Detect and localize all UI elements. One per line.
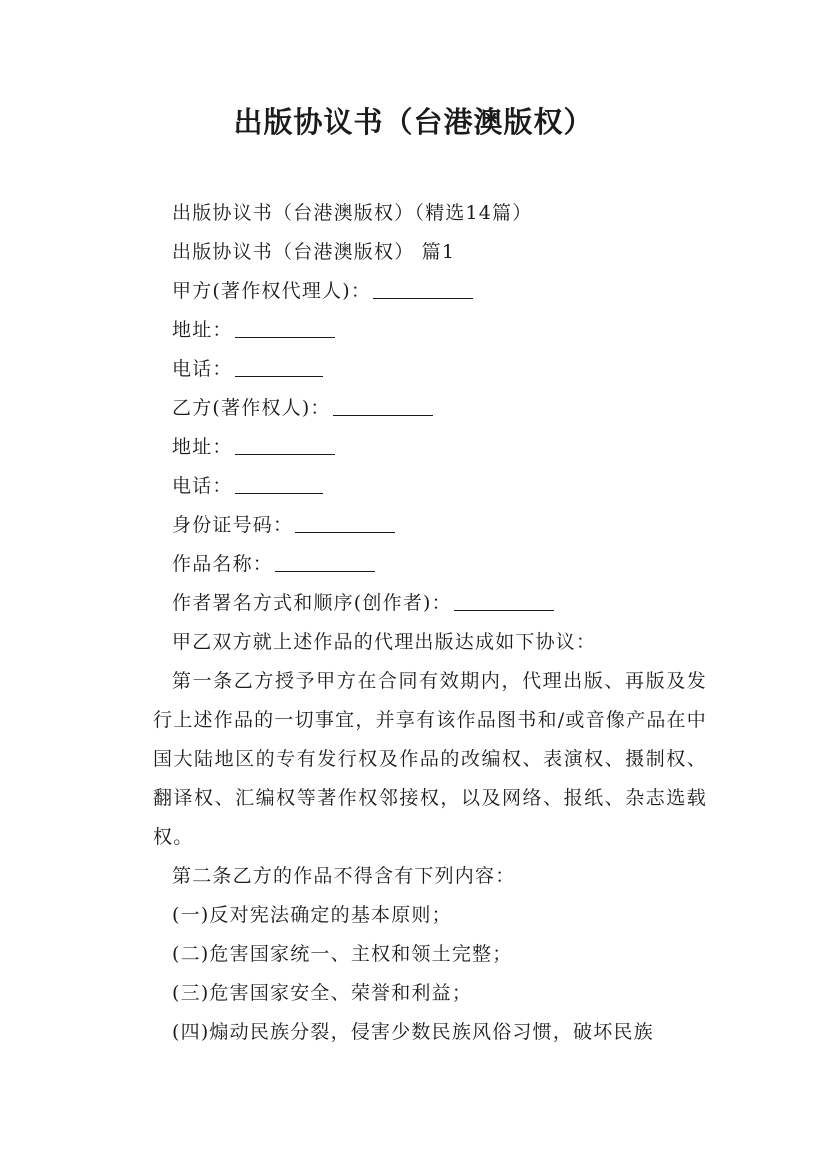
text-line xyxy=(172,311,707,350)
line-text: 出版协议书（台港澳版权） 篇1 xyxy=(172,241,456,263)
line-text: 出版协议书（台港澳版权）（精选14篇） xyxy=(172,202,533,224)
document-title: 出版协议书（台港澳版权） xyxy=(233,105,594,139)
text-line xyxy=(172,1013,707,1052)
text-line xyxy=(172,623,707,662)
fill-in-blank xyxy=(373,276,473,299)
text-line xyxy=(172,935,707,974)
document-body xyxy=(153,194,707,1052)
text-line xyxy=(172,467,707,506)
line-text: 第二条乙方的作品不得含有下列内容： xyxy=(172,865,516,887)
text-line xyxy=(172,233,707,272)
text-line xyxy=(172,545,707,584)
fill-in-blank xyxy=(235,432,335,455)
text-line xyxy=(172,389,707,428)
text-line xyxy=(172,506,707,545)
line-text: (三)危害国家安全、荣誉和利益； xyxy=(172,982,473,1004)
fill-in-blank xyxy=(235,471,323,494)
text-line xyxy=(172,974,707,1013)
line-text: (二)危害国家统一、主权和领土完整； xyxy=(172,943,513,965)
line-text: 地址： xyxy=(172,319,233,341)
line-text: 电话： xyxy=(172,475,233,497)
fill-in-blank xyxy=(333,393,433,416)
line-text: (四)煽动民族分裂，侵害少数民族风俗习惯，破坏民族 xyxy=(172,1021,654,1043)
text-line xyxy=(172,194,707,233)
article-2-lines xyxy=(172,857,707,1052)
line-text: 甲方(著作权代理人)： xyxy=(172,280,372,302)
line-text: 地址： xyxy=(172,436,233,458)
line-text: 甲乙双方就上述作品的代理出版达成如下协议： xyxy=(172,631,597,653)
fill-in-blank xyxy=(235,315,335,338)
fill-in-blank xyxy=(295,510,395,533)
fill-in-blank xyxy=(454,588,554,611)
header-lines xyxy=(172,194,707,662)
fill-in-blank xyxy=(235,354,323,377)
line-text: 乙方(著作权人)： xyxy=(172,397,331,419)
line-text: 作者署名方式和顺序(创作者)： xyxy=(172,592,452,614)
line-text: (一)反对宪法确定的基本原则； xyxy=(172,904,452,926)
line-text: 电话： xyxy=(172,358,233,380)
text-line xyxy=(172,584,707,623)
text-line xyxy=(172,350,707,389)
text-line xyxy=(172,896,707,935)
line-text: 身份证号码： xyxy=(172,514,294,536)
text-line xyxy=(172,857,707,896)
text-line xyxy=(172,272,707,311)
fill-in-blank xyxy=(275,549,375,572)
text-line xyxy=(172,428,707,467)
article-1-paragraph: 第一条乙方授予甲方在合同有效期内，代理出版、再版及发行上述作品的一切事宜，并享有该作品图书和/或音像产品在中国大陆地区的专有发行权及作品的改编权、表演权、摄制权、翻译权、汇编权等著作权邻接权，以及网络、报纸、杂志选载权。 xyxy=(153,670,707,848)
line-text: 作品名称： xyxy=(172,553,274,575)
